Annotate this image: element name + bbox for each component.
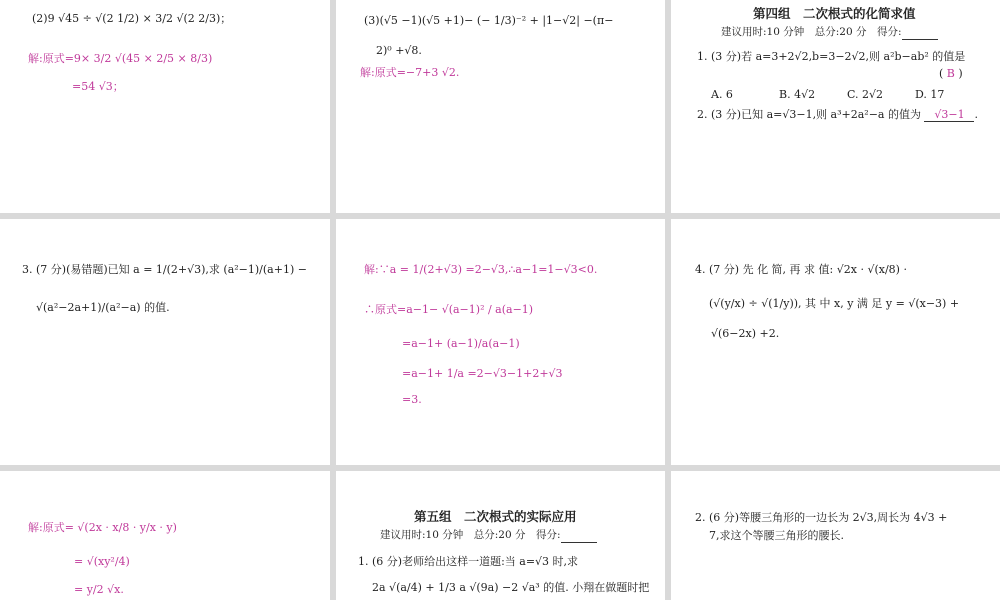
panel-question-2	[671, 471, 1000, 600]
problem-text: (3)(√5 −1)(√5 +1)− (− 1/3)⁻² + |1−√2| −(π−	[364, 14, 614, 27]
question-4-text: 4. (7 分) 先 化 简, 再 求 值: √2x · √(x/8) ·	[695, 263, 907, 276]
question-2-text: 7,求这个等腰三角形的腰长.	[709, 529, 844, 542]
panel-group-4	[671, 0, 1000, 213]
solution-line: =3.	[402, 393, 422, 406]
meta-text: 建议用时:10 分钟 总分:20 分 得分:	[721, 26, 902, 38]
question-3-text: 3. (7 分)(易错题)已知 a = 1/(2+√3),求 (a²−1)/(a+1) −	[22, 263, 307, 276]
section-meta	[380, 529, 597, 543]
section-title: 第五组 二次根式的实际应用	[414, 509, 577, 524]
solution-line: =a−1+ 1/a =2−√3−1+2+√3	[402, 367, 563, 380]
panel-problem-3	[336, 0, 665, 213]
meta-text: 建议用时:10 分钟 总分:20 分 得分:	[380, 529, 561, 541]
solution-line: ∴原式=a−1− √(a−1)² / a(a−1)	[364, 303, 534, 316]
question-1: 1. (3 分)若 a=3+2√2,b=3−2√2,则 a²b−ab² 的值是	[697, 50, 966, 63]
panel-group-5	[336, 471, 665, 600]
question-1-choices	[711, 88, 983, 101]
question-4-text: √(6−2x) +2.	[711, 327, 780, 340]
answer-choice: B	[946, 67, 955, 80]
question-2-text: 2. (3 分)已知 a=√3−1,则 a³+2a²−a 的值为	[697, 108, 921, 121]
choice-a: A. 6	[711, 88, 733, 101]
panel-question-3	[0, 219, 330, 465]
choice-c: C. 2√2	[847, 88, 884, 101]
question-1-answer: ( B )	[939, 67, 963, 80]
panel-problem-2	[0, 0, 330, 213]
answer-line: 解:原式=9× 3/2 √(45 × 2/5 × 8/3)	[28, 52, 213, 65]
section-meta	[721, 26, 938, 40]
question-1-text: 1. (6 分)老师给出这样一道题:当 a=√3 时,求	[358, 555, 579, 568]
problem-text: (2)9 √45 ÷ √(2 1/2) × 3/2 √(2 2/3)；	[32, 12, 232, 25]
solution-line: = √(xy²/4)	[74, 555, 130, 568]
answer-line: =54 √3；	[72, 80, 124, 93]
question-1-text: 2a √(a/4) + 1/3 a √(9a) −2 √a³ 的值. 小翔在做题时把	[372, 581, 650, 594]
panel-solution-4	[0, 471, 330, 600]
solution-line: 解:原式= √(2x · x/8 · y/x · y)	[28, 521, 177, 534]
score-blank	[561, 529, 597, 543]
question-2-text: 2. (6 分)等腰三角形的一边长为 2√3,周长为 4√3 +	[695, 511, 948, 524]
score-blank	[902, 26, 938, 40]
solution-line: =a−1+ (a−1)/a(a−1)	[402, 337, 520, 350]
choice-b: B. 4√2	[779, 88, 816, 101]
problem-text: 2)⁰ +√8.	[376, 44, 422, 57]
section-title: 第四组 二次根式的化简求值	[753, 6, 916, 21]
choice-d: D. 17	[915, 88, 945, 101]
answer-line: 解:原式=−7+3 √2.	[360, 66, 460, 79]
question-2: 2. (3 分)已知 a=√3−1,则 a³+2a²−a 的值为 √3−1 .	[697, 108, 978, 121]
solution-line: 解:∵a = 1/(2+√3) =2−√3,∴a−1=1−√3<0.	[364, 263, 598, 276]
question-2-answer: √3−1	[924, 108, 974, 122]
question-3-text: √(a²−2a+1)/(a²−a) 的值.	[36, 301, 170, 314]
panel-question-4	[671, 219, 1000, 465]
solution-line: = y/2 √x.	[74, 583, 124, 596]
panel-solution-3	[336, 219, 665, 465]
question-4-text: (√(y/x) ÷ √(1/y)), 其 中 x, y 满 足 y = √(x−3) +	[709, 297, 960, 310]
